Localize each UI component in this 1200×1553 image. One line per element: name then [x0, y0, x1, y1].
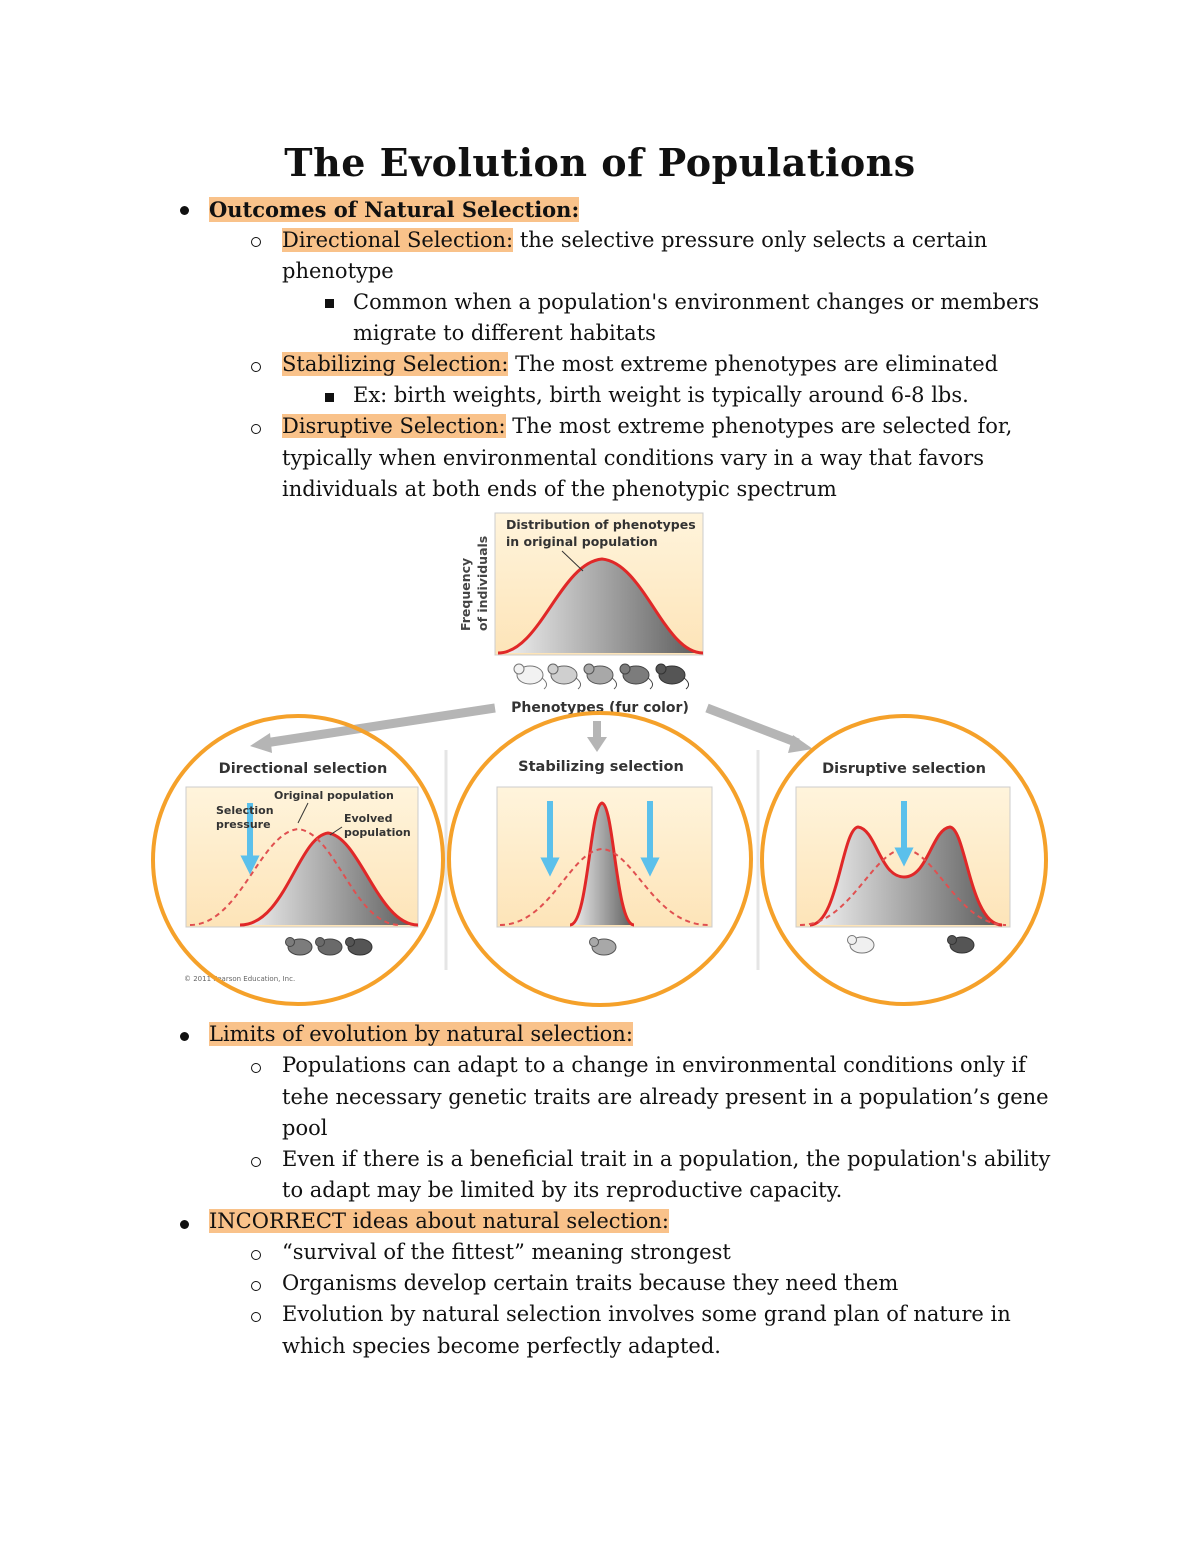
bullet-dot: [180, 1032, 189, 1041]
section2-item2-line2: to adapt may be limited by its reproductive capacity.: [282, 1178, 843, 1202]
section1-heading-line: [209, 194, 579, 225]
stabilizing-sub: Ex: birth weights, birth weight is typically around 6-8 lbs.: [353, 383, 969, 407]
section3-heading: INCORRECT ideas about natural selection:: [209, 1209, 669, 1233]
section3-item2: Organisms develop certain traits because they need them: [282, 1271, 899, 1295]
section2-item1-line1: Populations can adapt to a change in environmental conditions only if: [282, 1053, 1026, 1077]
directional-sub-line1: Common when a population's environment changes or members: [353, 290, 1040, 314]
directional-def-line: [282, 225, 987, 256]
section3-item3-line1: Evolution by natural selection involves some grand plan of nature in: [282, 1302, 1011, 1326]
original-population-label: Original population: [274, 789, 394, 802]
bullet-square: [325, 299, 334, 308]
bullet-dot: [180, 1220, 189, 1229]
bullet-circle: [251, 237, 261, 247]
mouse-icon: [584, 664, 617, 689]
section2-item2-line1: Even if there is a beneficial trait in a population, the population's ability: [282, 1147, 1051, 1171]
top-label-line1: Distribution of phenotypes: [506, 517, 696, 532]
selection-pressure-label-line1: Selection: [216, 804, 274, 817]
stabilizing-term: Stabilizing Selection:: [282, 352, 509, 376]
bullet-circle: [251, 424, 261, 434]
evolved-label-line2: population: [344, 826, 411, 839]
mouse-icon: [548, 664, 581, 689]
stabilizing-def: The most extreme phenotypes are eliminated: [508, 352, 999, 376]
section2-item1-line3: pool: [282, 1116, 328, 1140]
bullet-circle: [251, 1281, 261, 1291]
directional-term: Directional Selection:: [282, 228, 514, 252]
disruptive-def: The most extreme phenotypes are selected for,: [505, 414, 1013, 438]
directional-def: the selective pressure only selects a certain: [513, 228, 988, 252]
section3-item3-line2: which species become perfectly adapted.: [282, 1334, 721, 1358]
mouse-icon: [620, 664, 653, 689]
selection-pressure-label-line2: pressure: [216, 818, 271, 831]
bullet-circle: [251, 1250, 261, 1260]
bullet-dot: [180, 206, 189, 215]
mouse-icon: [656, 664, 689, 689]
y-label-line2: of individuals: [475, 535, 490, 631]
mouse-icon: [286, 938, 313, 956]
x-axis-label: Phenotypes (fur color): [511, 700, 689, 716]
stabilizing-def-line: [282, 349, 998, 380]
section2-item1-line2: tehe necessary genetic traits are already present in a population’s gene: [282, 1085, 1049, 1109]
page-title: The Evolution of Populations: [284, 140, 916, 185]
bullet-square: [325, 393, 334, 402]
disruptive-panel-title: Disruptive selection: [822, 761, 986, 777]
y-label-line1: Frequency: [458, 557, 473, 631]
arrow-to-disruptive: [707, 708, 798, 743]
section3-heading-line: [209, 1206, 669, 1237]
copyright: © 2011 Pearson Education, Inc.: [184, 975, 296, 983]
directional-panel-title: Directional selection: [218, 761, 388, 777]
arrow-head: [587, 737, 607, 752]
mouse-icon: [948, 936, 975, 954]
mouse-icon: [590, 938, 617, 956]
bullet-circle: [251, 1312, 261, 1322]
arrow-head: [250, 733, 272, 753]
section3-item1: “survival of the fittest” meaning strongest: [282, 1240, 731, 1264]
top-label-line2: in original population: [506, 534, 658, 549]
evolved-label-line1: Evolved: [344, 812, 393, 825]
section1-heading: Outcomes of Natural Selection:: [209, 197, 580, 222]
stabilizing-panel-title: Stabilizing selection: [518, 759, 684, 775]
section2-heading: Limits of evolution by natural selection:: [209, 1022, 633, 1046]
bullet-circle: [251, 362, 261, 372]
selection-figure: [150, 505, 1050, 1010]
mouse-icon: [848, 936, 875, 954]
section2-heading-line: [209, 1019, 633, 1050]
arrow-to-directional: [265, 708, 495, 743]
disruptive-def-line: [282, 411, 1012, 442]
disruptive-def-line2: typically when environmental conditions vary in a way that favors: [282, 446, 984, 470]
mouse-icon: [316, 938, 343, 956]
bullet-circle: [251, 1063, 261, 1073]
mouse-icon: [346, 938, 373, 956]
directional-sub-line2: migrate to different habitats: [353, 321, 656, 345]
mouse-icon: [514, 664, 547, 689]
disruptive-term: Disruptive Selection:: [282, 414, 506, 438]
bullet-circle: [251, 1157, 261, 1167]
disruptive-def-line3: individuals at both ends of the phenotypic spectrum: [282, 477, 837, 501]
directional-def-line2: phenotype: [282, 259, 394, 283]
